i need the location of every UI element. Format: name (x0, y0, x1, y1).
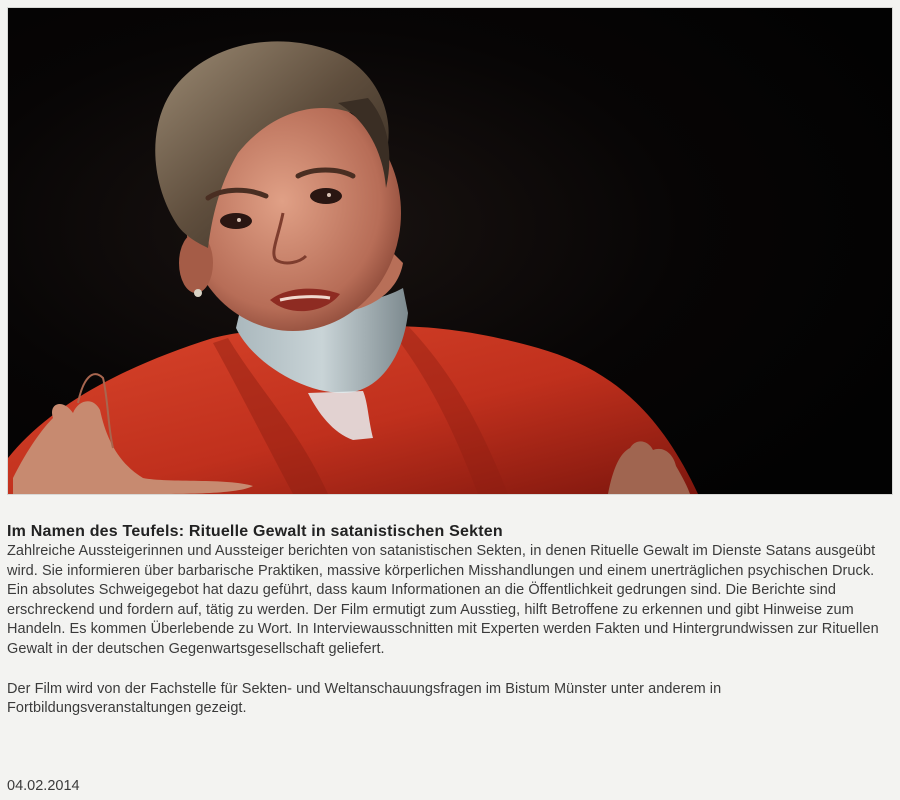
video-still[interactable] (8, 8, 892, 494)
article (7, 522, 887, 719)
article-paragraph-1: Zahlreiche Aussteigerinnen und Aussteiger berichten von satanistischen Sekten, in denen Rituelle Gewalt im Dienste Satans ausgeübt wird. Sie informieren über barbarische Praktiken, massive körperlichen Misshandlungen und einem unerträglichen psychischen Druck. Ein absolutes Schweigegebot hat dazu geführt, dass kaum Informationen an die Öffentlichkeit gedrungen sind. Die Berichte sind erschreckend und fordern auf, tätig zu werden. Der Film ermutigt zum Ausstieg, hilft Betroffene zu erkennen und gibt Hinweise zum Handeln. Es kommen Überlebende zu Wort. In Interviewausschnitten mit Experten werden Fakten und Hintergrundwissen zur Rituellen Gewalt in der deutschen Gegenwartsgesellschaft geliefert. (7, 543, 879, 657)
article-paragraph-2: Der Film wird von der Fachstelle für Sekten- und Weltanschauungsfragen im Bistum Münster unter anderem in Fortbildungsveranstaltungen gezeigt. (7, 680, 722, 717)
video-still-image (8, 8, 892, 494)
publication-date: 04.02.2014 (7, 778, 80, 794)
article-title: Im Namen des Teufels: Rituelle Gewalt in satanistischen Sekten (7, 523, 503, 540)
